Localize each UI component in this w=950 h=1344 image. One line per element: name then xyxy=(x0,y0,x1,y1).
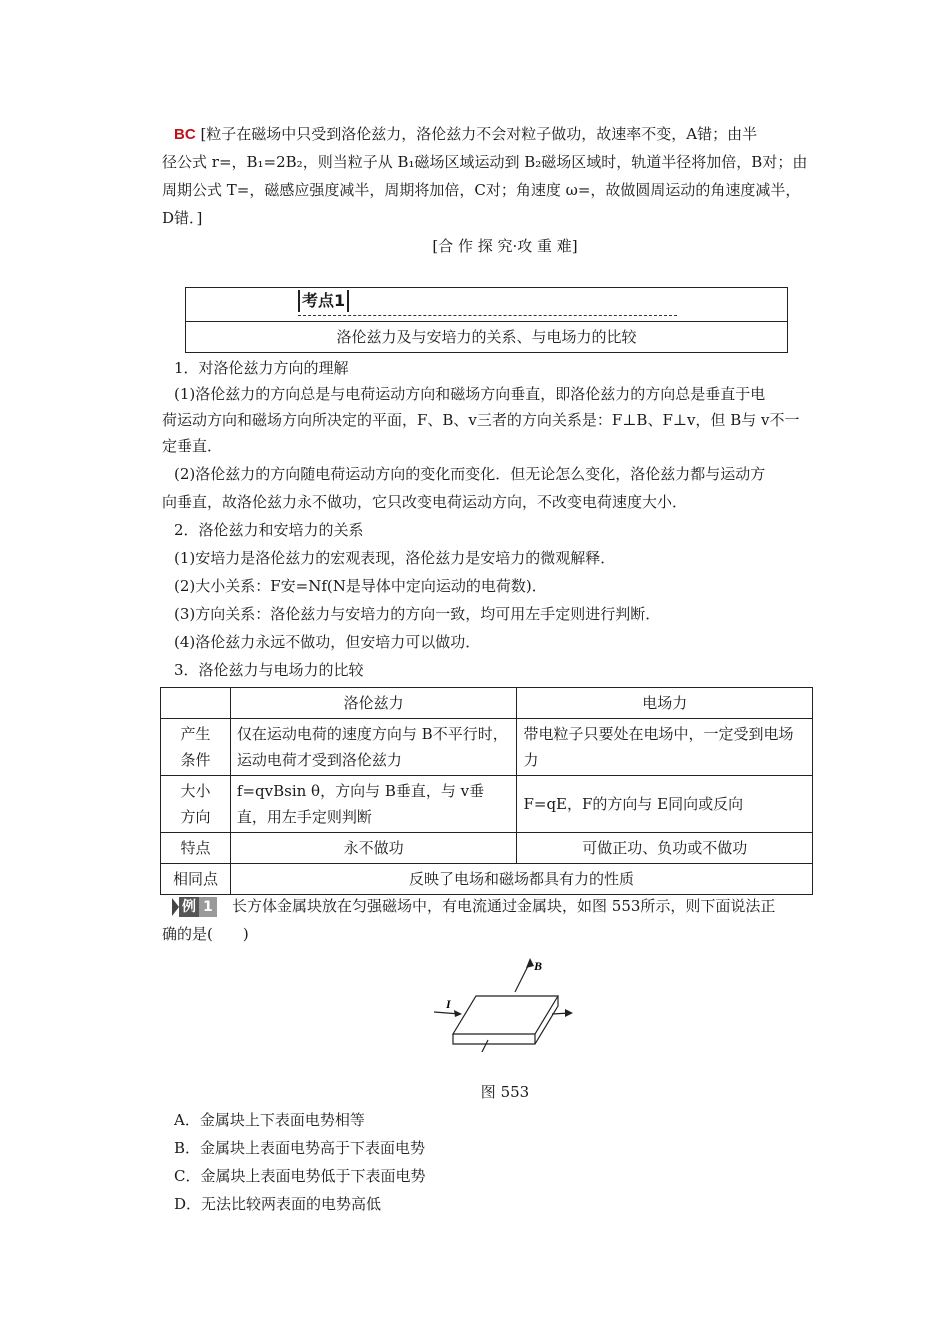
table-row xyxy=(161,719,813,776)
table-col-electric: 电场力 xyxy=(517,688,813,719)
b-field-tail xyxy=(480,1040,488,1052)
kaodian-title: 洛伦兹力及与安培力的关系、与电场力的比较 xyxy=(336,328,637,346)
label-B: B xyxy=(534,959,543,973)
answer-line-2: 径公式 r=，B₁=2B₂，则当粒子从 B₁磁场区域运动到 B₂磁场区域时，轨道半径将加倍，B对；由 xyxy=(162,153,808,171)
p2-i3: (3)方向关系：洛伦兹力与安培力的方向一致，均可用左手定则进行判断． xyxy=(174,605,661,623)
answer-line-1 xyxy=(174,124,757,145)
answer-line-3: 周期公式 T=，磁感应强度减半，周期将加倍，C对；角速度 ω=，故做圆周运动的角速度减半， xyxy=(162,181,801,199)
p1-b2: 向垂直，故洛伦兹力永不做功，它只改变电荷运动方向，不改变电荷速度大小． xyxy=(162,493,688,511)
answer-text-1: [粒子在磁场中只受到洛伦兹力，洛伦兹力不会对粒子做功，故速率不变，A错；由半 xyxy=(200,125,758,143)
table-row xyxy=(161,864,813,895)
answer-label: BC xyxy=(174,126,196,143)
p1-a1: (1)洛伦兹力的方向总是与电荷运动方向和磁场方向垂直，即洛伦兹力的方向总是垂直于电 xyxy=(174,385,766,403)
row-label-condition: 产生 条件 xyxy=(161,719,231,776)
example-label: 例 xyxy=(179,897,199,917)
row-label-feature: 特点 xyxy=(161,833,231,864)
table-row xyxy=(161,776,813,833)
cell-magnitude-electric: F=qE，F的方向与 E同向或反向 xyxy=(517,776,813,833)
block-side-faces xyxy=(453,996,558,1044)
option-a: A．金属块上下表面电势相等 xyxy=(174,1111,365,1129)
option-d: D．无法比较两表面的电势高低 xyxy=(174,1195,382,1213)
cell-condition-electric: 带电粒子只要处在电场中，一定受到电场力 xyxy=(517,719,813,776)
kaodian-box xyxy=(185,287,788,353)
cell-condition-lorentz: 仅在运动电荷的速度方向与 B不平行时，运动电荷才受到洛伦兹力 xyxy=(230,719,517,776)
cell-common: 反映了电场和磁场都具有力的性质 xyxy=(230,864,812,895)
option-b: B．金属块上表面电势高于下表面电势 xyxy=(174,1139,426,1157)
figure-553 xyxy=(420,952,590,1052)
p1-a2: 荷运动方向和磁场方向所决定的平面，F、B、v三者的方向关系是：F⊥B、F⊥v，但 B与 v不一 xyxy=(162,411,800,429)
example-line-1: 长方体金属块放在匀强磁场中，有电流通过金属块，如图 553所示，则下面说法正 xyxy=(232,897,776,915)
cell-feature-lorentz: 永不做功 xyxy=(230,833,517,864)
comparison-table xyxy=(160,687,813,895)
table-row xyxy=(161,833,813,864)
block-top-face xyxy=(453,996,558,1034)
table-header-row xyxy=(161,688,813,719)
cell-magnitude-lorentz: f=qvBsin θ，方向与 B垂直，与 v垂直，用左手定则判断 xyxy=(230,776,517,833)
table-col-lorentz: 洛伦兹力 xyxy=(230,688,517,719)
option-c: C．金属块上表面电势低于下表面电势 xyxy=(174,1167,426,1185)
example-line-2: 确的是( ) xyxy=(162,925,249,943)
table-corner xyxy=(161,688,231,719)
p2-i2: (2)大小关系：F安=Nf(N是导体中定向运动的电荷数)． xyxy=(174,577,547,595)
example-arrow-icon xyxy=(172,898,179,916)
p2-i4: (4)洛伦兹力永远不做功，但安培力可以做功． xyxy=(174,633,481,651)
figure-caption: 图 553 xyxy=(480,1083,530,1101)
answer-line-4: D错．] xyxy=(162,209,203,227)
row-label-common: 相同点 xyxy=(161,864,231,895)
p3-heading: 3．洛伦兹力与电场力的比较 xyxy=(174,661,364,679)
label-I: I xyxy=(446,997,451,1011)
kaodian-tag: 考点1 xyxy=(298,290,349,312)
p1-b1: (2)洛伦兹力的方向随电荷运动方向的变化而变化．但无论怎么变化，洛伦兹力都与运动方 xyxy=(174,465,766,483)
cell-feature-electric: 可做正功、负功或不做功 xyxy=(517,833,813,864)
row-label-magnitude: 大小 方向 xyxy=(161,776,231,833)
example-number: 1 xyxy=(199,897,217,917)
section-title: [合 作 探 究·攻 重 难] xyxy=(432,237,578,255)
example-tag xyxy=(172,896,217,916)
p2-heading: 2．洛伦兹力和安培力的关系 xyxy=(174,521,364,539)
p2-i1: (1)安培力是洛伦兹力的宏观表现，洛伦兹力是安培力的微观解释． xyxy=(174,549,616,567)
kaodian-header xyxy=(186,288,787,322)
p1-a3: 定垂直． xyxy=(162,437,223,455)
p1-heading: 1．对洛伦兹力方向的理解 xyxy=(174,359,349,377)
dashed-divider xyxy=(298,315,677,316)
